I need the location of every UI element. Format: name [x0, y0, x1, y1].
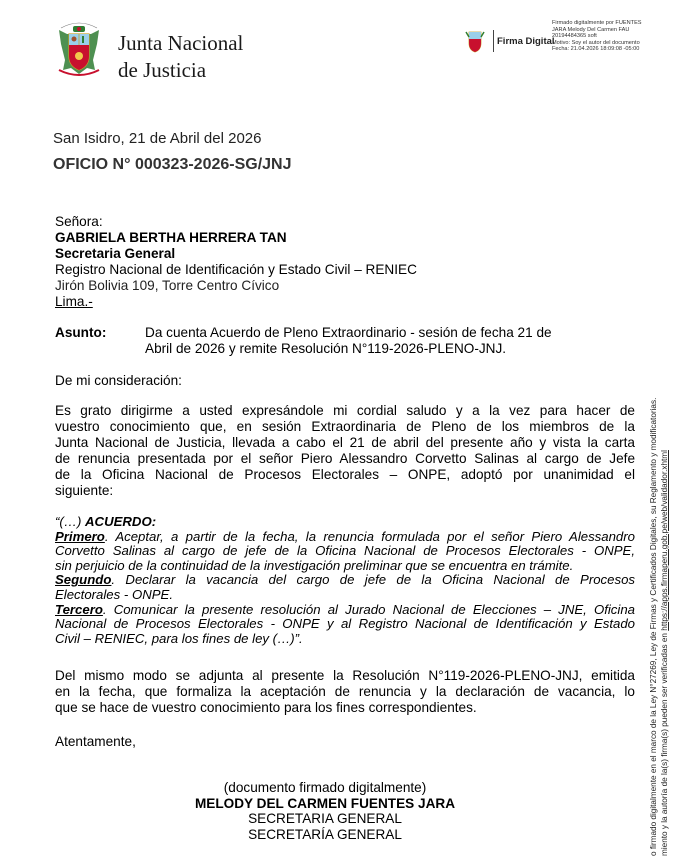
- paragraph-line: siguiente:: [55, 483, 114, 499]
- agreement-second: [55, 573, 635, 588]
- signature-note: (documento firmado digitalmente): [223, 780, 427, 795]
- agreement-quote: [55, 515, 635, 646]
- recipient-salutation: Señora:: [55, 214, 103, 229]
- validator-link[interactable]: https://apps.firmaperu.gob.pe/web/validador.xhtml: [660, 450, 669, 631]
- agreement-title-colon: :: [151, 514, 157, 529]
- signer-office: SECRETARÍA GENERAL: [248, 826, 402, 842]
- margin-note: [640, 380, 680, 856]
- quote-line: . Aceptar, a partir de la fecha, la renuncia formulada por el señor Piero Alessandro: [104, 528, 635, 544]
- signature-crest-icon: [463, 28, 487, 54]
- coat-of-arms-icon: [55, 20, 103, 78]
- quote-line: Corvetto Salinas al cargo de jefe de la Oficina Nacional de Procesos Electorales - ONPE,: [55, 543, 635, 559]
- recipient-title: Secretaria General: [55, 246, 176, 261]
- subject-line: Da cuenta Acuerdo de Pleno Extraordinario - sesión de fecha 21 de: [145, 325, 552, 340]
- quote-open: “(…): [55, 514, 86, 529]
- margin-note-line1: o firmado digitalmente en el marco de la Ley N°27269, Ley de Firmas y Certificados Digitales, su Reglamento y modificatorias.: [649, 397, 658, 856]
- paragraph-line: de la Oficina Nacional de Procesos Electorales – ONPE, adoptó por unanimidad el: [55, 467, 635, 483]
- paragraph-line: Junta Nacional de Justicia, llevada a cabo el 21 de abril del presente año y vista la carta: [55, 435, 635, 451]
- org-name-line1: Junta Nacional: [118, 31, 244, 55]
- third-label: Tercero: [55, 601, 103, 617]
- signature-detail-line: Firmado digitalmente por FUENTES: [552, 20, 642, 26]
- signer-role: SECRETARIA GENERAL: [248, 811, 402, 826]
- paragraph-line: vuestro conocimiento que, en sesión Extraordinaria de Pleno de los miembros de la: [55, 419, 635, 435]
- agreement-third: [55, 603, 635, 618]
- quote-line: Nacional de Procesos Electorales - ONPE y al Registro Nacional de Identificación y Estado: [55, 616, 635, 632]
- closing: Atentamente,: [55, 734, 136, 749]
- signature-detail-line: Fecha: 21.04.2026 18:09:08 -05:00: [552, 46, 640, 53]
- quote-line: Electorales - ONPE.: [55, 586, 173, 602]
- quote-line: . Comunicar la presente resolución al Jurado Nacional de Elecciones – JNE, Oficina: [102, 601, 635, 617]
- letter-date: San Isidro, 21 de Abril del 2026: [53, 130, 262, 147]
- agreement-title: ACUERDO: [85, 514, 152, 529]
- signature-label: Firma Digital: [497, 36, 555, 47]
- subject-line: Abril de 2026 y remite Resolución N°119-2026-PLENO-JNJ.: [145, 341, 507, 356]
- subject-label: Asunto:: [55, 325, 107, 340]
- second-label: Segundo: [55, 572, 112, 588]
- paragraph-line: en la fecha, que formaliza la aceptación de renuncia y la declaración de vacancia, lo: [55, 684, 635, 700]
- recipient-institution: Registro Nacional de Identificación y Estado Civil – RENIEC: [55, 262, 417, 277]
- signature-block: [160, 780, 490, 842]
- first-label: Primero: [55, 528, 105, 544]
- signature-detail-line: Motivo: Soy el autor del documento: [552, 39, 640, 46]
- signature-details: [552, 20, 682, 53]
- paragraph-line: de renuncia presentada por el señor Piero Alessandro Corvetto Salinas al cargo de Jefe: [55, 451, 635, 467]
- quote-line: . Declarar la vacancia del cargo de jefe de la Oficina Nacional de Procesos: [111, 572, 635, 588]
- digital-signature-badge: [463, 28, 553, 56]
- paragraph-intro: [55, 403, 635, 500]
- paragraph-line: Del mismo modo se adjunta al presente la Resolución N°119-2026-PLENO-JNJ, emitida: [55, 668, 635, 683]
- greeting: De mi consideración:: [55, 373, 182, 388]
- organization-name: [118, 30, 243, 84]
- signer-name: MELODY DEL CARMEN FUENTES JARA: [194, 795, 456, 811]
- quote-line: Civil – RENIEC, para los fines de ley (…)”.: [55, 630, 303, 646]
- margin-note-prefix: miento y la autoría de la(s) firma(s) pueden ser verificadas en: [660, 630, 669, 856]
- agreement-heading: [55, 515, 635, 530]
- recipient-city: Lima.-: [55, 294, 93, 309]
- letter-number: OFICIO N° 000323-2026-SG/JNJ: [53, 156, 292, 173]
- recipient-address: Jirón Bolivia 109, Torre Centro Cívico: [55, 278, 280, 293]
- signature-divider: [493, 30, 494, 52]
- signature-detail-line: JARA Melody Del Carmen FAU: [552, 26, 630, 33]
- paragraph-line: Es grato dirigirme a usted expresándole mi cordial saludo y a la vez para hacer de: [55, 403, 635, 418]
- paragraph-line: que se hace de vuestro conocimiento para los fines correspondientes.: [55, 700, 477, 716]
- margin-note-line2: [659, 380, 670, 856]
- org-name-line2: de Justicia: [118, 58, 207, 82]
- recipient-name: GABRIELA BERTHA HERRERA TAN: [55, 230, 287, 245]
- quote-line: sin perjuicio de la continuidad de la investigación preliminar que se encuentra en trámite.: [55, 557, 574, 573]
- subject-text: [145, 325, 635, 357]
- paragraph-attachment: [55, 668, 635, 716]
- signature-detail-line: 20194484365 soft: [552, 33, 597, 40]
- agreement-first: [55, 530, 635, 545]
